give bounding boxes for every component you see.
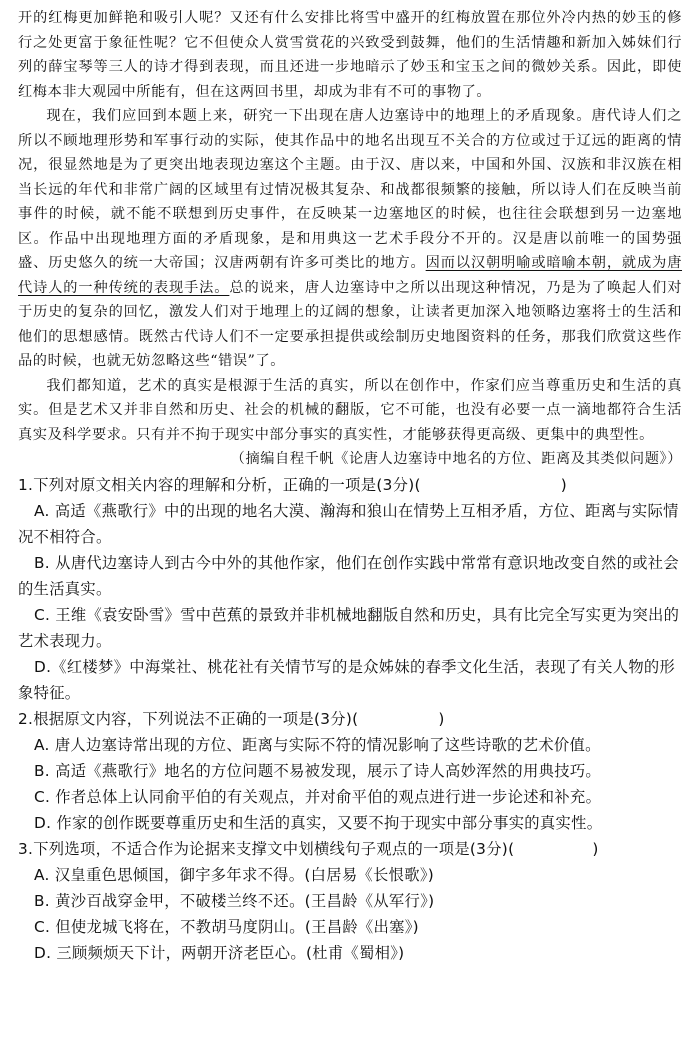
option-b: B. 高适《燕歌行》地名的方位问题不易被发现，展示了诗人高妙浑然的用典技巧。: [34, 761, 602, 780]
passage-text: 总的说来，唐人边塞诗中之所以出现这种情况，乃是为了唤起人们对于历史的复杂的回忆，激发人们对于地理上的辽阔的想象，让读者更加深入地领略边塞将士的生活和他们的思想感情。既然古代诗人们不一定要承担提供或绘制历史地图资料的任务，那我们欣赏这些作品的时候，也就无妨忽略这些“错误”了。: [18, 279, 682, 369]
question-stem: 1.下列对原文相关内容的理解和分析，正确的一项是(3分)( ): [18, 475, 568, 494]
option-d: D. 三顾频烦天下计，两朝开济老臣心。(杜甫《蜀相》): [34, 943, 405, 962]
passage-paragraph: 我们都知道，艺术的真实是根源于生活的真实，所以在创作中，作家们应当尊重历史和生活的真实。但是艺术又并非自然和历史、社会的机械的翻版，它不可能，也没有必要一点一滴地都符合生活真实及科学要求。只有并不拘于现实中部分事实的真实性，才能够获得更高级、更集中的典型性。: [18, 377, 682, 443]
question-stem: 3.下列选项，不适合作为论据来支撑文中划横线句子观点的一项是(3分)( ): [18, 839, 599, 858]
option-b: B. 黄沙百战穿金甲，不破楼兰终不还。(王昌龄《从军行》): [34, 891, 435, 910]
question-stem: 2.根据原文内容，下列说法不正确的一项是(3分)( ): [18, 709, 445, 728]
passage-paragraph: [18, 104, 682, 374]
passage-paragraph: 开的红梅更加鲜艳和吸引人呢？又还有什么安排比将雪中盛开的红梅放置在那位外冷内热的妙玉的修行之处更富于象征性呢？它不但使众人赏雪赏花的兴致受到鼓舞，他们的生活情趣和新加入姊妹们行列的薛宝琴等三人的诗才得到表现，而且还进一步地暗示了妙玉和宝玉之间的微妙关系。因此，即使红梅本非大观园中所能有，但在这两回书里，却成为非有不可的事物了。: [18, 10, 682, 100]
option-a: A. 高适《燕歌行》中的出现的地名大漠、瀚海和狼山在情势上互相矛盾，方位、距离与实际情况不相符合。: [18, 501, 679, 546]
option-a: A. 唐人边塞诗常出现的方位、距离与实际不符的情况影响了这些诗歌的艺术价值。: [34, 735, 601, 754]
reading-passage: [18, 6, 682, 472]
option-c: C. 作者总体上认同俞平伯的有关观点，并对俞平伯的观点进行进一步论述和补充。: [34, 787, 602, 806]
question-1: [18, 472, 682, 706]
question-2: [18, 706, 682, 836]
passage-source: （摘编自程千帆《论唐人边塞诗中地名的方位、距离及其类似问题》）: [230, 451, 682, 467]
option-a: A. 汉皇重色思倾国，御宇多年求不得。(白居易《长恨歌》): [34, 865, 435, 884]
option-c: C. 王维《袁安卧雪》雪中芭蕉的景致并非机械地翻版自然和历史，具有比完全写实更为突出的艺术表现力。: [18, 605, 680, 650]
option-d: D.《红楼梦》中海棠社、桃花社有关情节写的是众姊妹的春季文化生活，表现了有关人物的形象特征。: [18, 657, 676, 702]
underlined-sentence: 因而以汉朝明喻或暗喻本朝，就成为唐代诗人的一种传统的表现手法。: [18, 255, 683, 296]
option-c: C. 但使龙城飞将在，不教胡马度阴山。(王昌龄《出塞》): [34, 917, 419, 936]
option-d: D. 作家的创作既要尊重历史和生活的真实，又要不拘于现实中部分事实的真实性。: [34, 813, 603, 832]
question-3: [18, 836, 682, 966]
option-b: B. 从唐代边塞诗人到古今中外的其他作家，他们在创作实践中常常有意识地改变自然的或社会的生活真实。: [18, 553, 679, 598]
passage-text: 现在，我们应回到本题上来，研究一下出现在唐人边塞诗中的地理上的矛盾现象。唐代诗人们之所以不顾地理形势和军事行动的实际，使其作品中的地名出现互不关合的方位或过于辽远的距离的情况，很显然地是为了更突出地表现边塞这个主题。由于汉、唐以来，中国和外国、汉族和非汉族在相当长远的年代和非常广阔的区域里有过情况极其复杂、和战都很频繁的接触，所以诗人们在反映当前事件的时候，就不能不联想到历史事件，在反映某一边塞地区的时候，也往往会联想到另一边塞地区。作品中出现地理方面的矛盾现象，是和用典这一艺术手段分不开的。汉是唐以前唯一的国势强盛、历史悠久的统一大帝国；汉唐两朝有许多可类比的地方。: [18, 108, 682, 271]
question-list: [18, 472, 682, 966]
